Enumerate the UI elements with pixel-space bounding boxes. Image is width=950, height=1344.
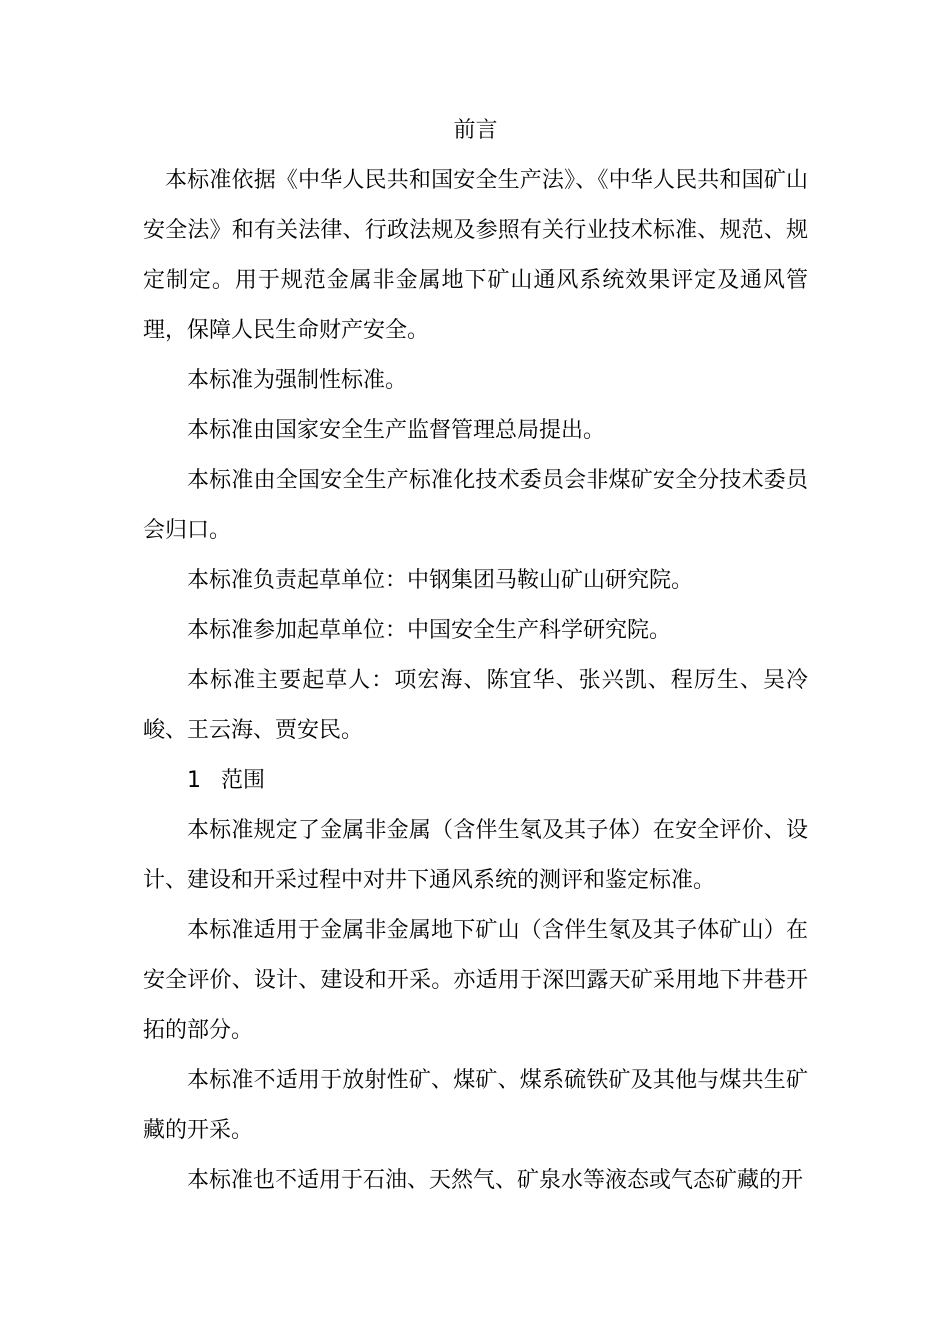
preface-paragraph-committee: 本标准由全国安全生产标准化技术委员会非煤矿安全分技术委员会归口。 [143, 468, 808, 543]
preface-paragraph-lead-drafter: 本标准负责起草单位：中钢集团马鞍山矿山研究院。 [187, 568, 694, 593]
scope-paragraph-not-applicable: 本标准不适用于放射性矿、煤矿、煤系硫铁矿及其他与煤共生矿藏的开采。 [143, 1068, 808, 1143]
section-number: 1 [187, 768, 201, 793]
scope-paragraph-applicable: 本标准适用于金属非金属地下矿山（含伴生氡及其子体矿山）在安全评价、设计、建设和开采。亦适用于深凹露天矿采用地下井巷开拓的部分。 [143, 918, 808, 1043]
document-title: 前言 [453, 118, 498, 143]
document-body [143, 106, 808, 1206]
section-heading-scope [143, 756, 808, 806]
scope-paragraph-definition: 本标准规定了金属非金属（含伴生氡及其子体）在安全评价、设计、建设和开采过程中对井下通风系统的测评和鉴定标准。 [143, 818, 808, 893]
preface-paragraph-co-drafter: 本标准参加起草单位：中国安全生产科学研究院。 [187, 618, 672, 643]
scope-paragraph-also-not-applicable: 本标准也不适用于石油、天然气、矿泉水等液态或气态矿藏的开 [187, 1168, 804, 1193]
preface-paragraph-basis: 本标准依据《中华人民共和国安全生产法》、《中华人民共和国矿山安全法》和有关法律、行政法规及参照有关行业技术标准、规范、规定制定。用于规范金属非金属地下矿山通风系统效果评定及通风管理，保障人民生命财产安全。 [143, 168, 808, 343]
preface-paragraph-authors: 本标准主要起草人：项宏海、陈宜华、张兴凯、程厉生、吴冷峻、王云海、贾安民。 [143, 668, 808, 743]
section-title: 范围 [221, 768, 266, 793]
preface-paragraph-mandatory: 本标准为强制性标准。 [187, 368, 408, 393]
preface-paragraph-proposer: 本标准由国家安全生产监督管理总局提出。 [187, 418, 606, 443]
